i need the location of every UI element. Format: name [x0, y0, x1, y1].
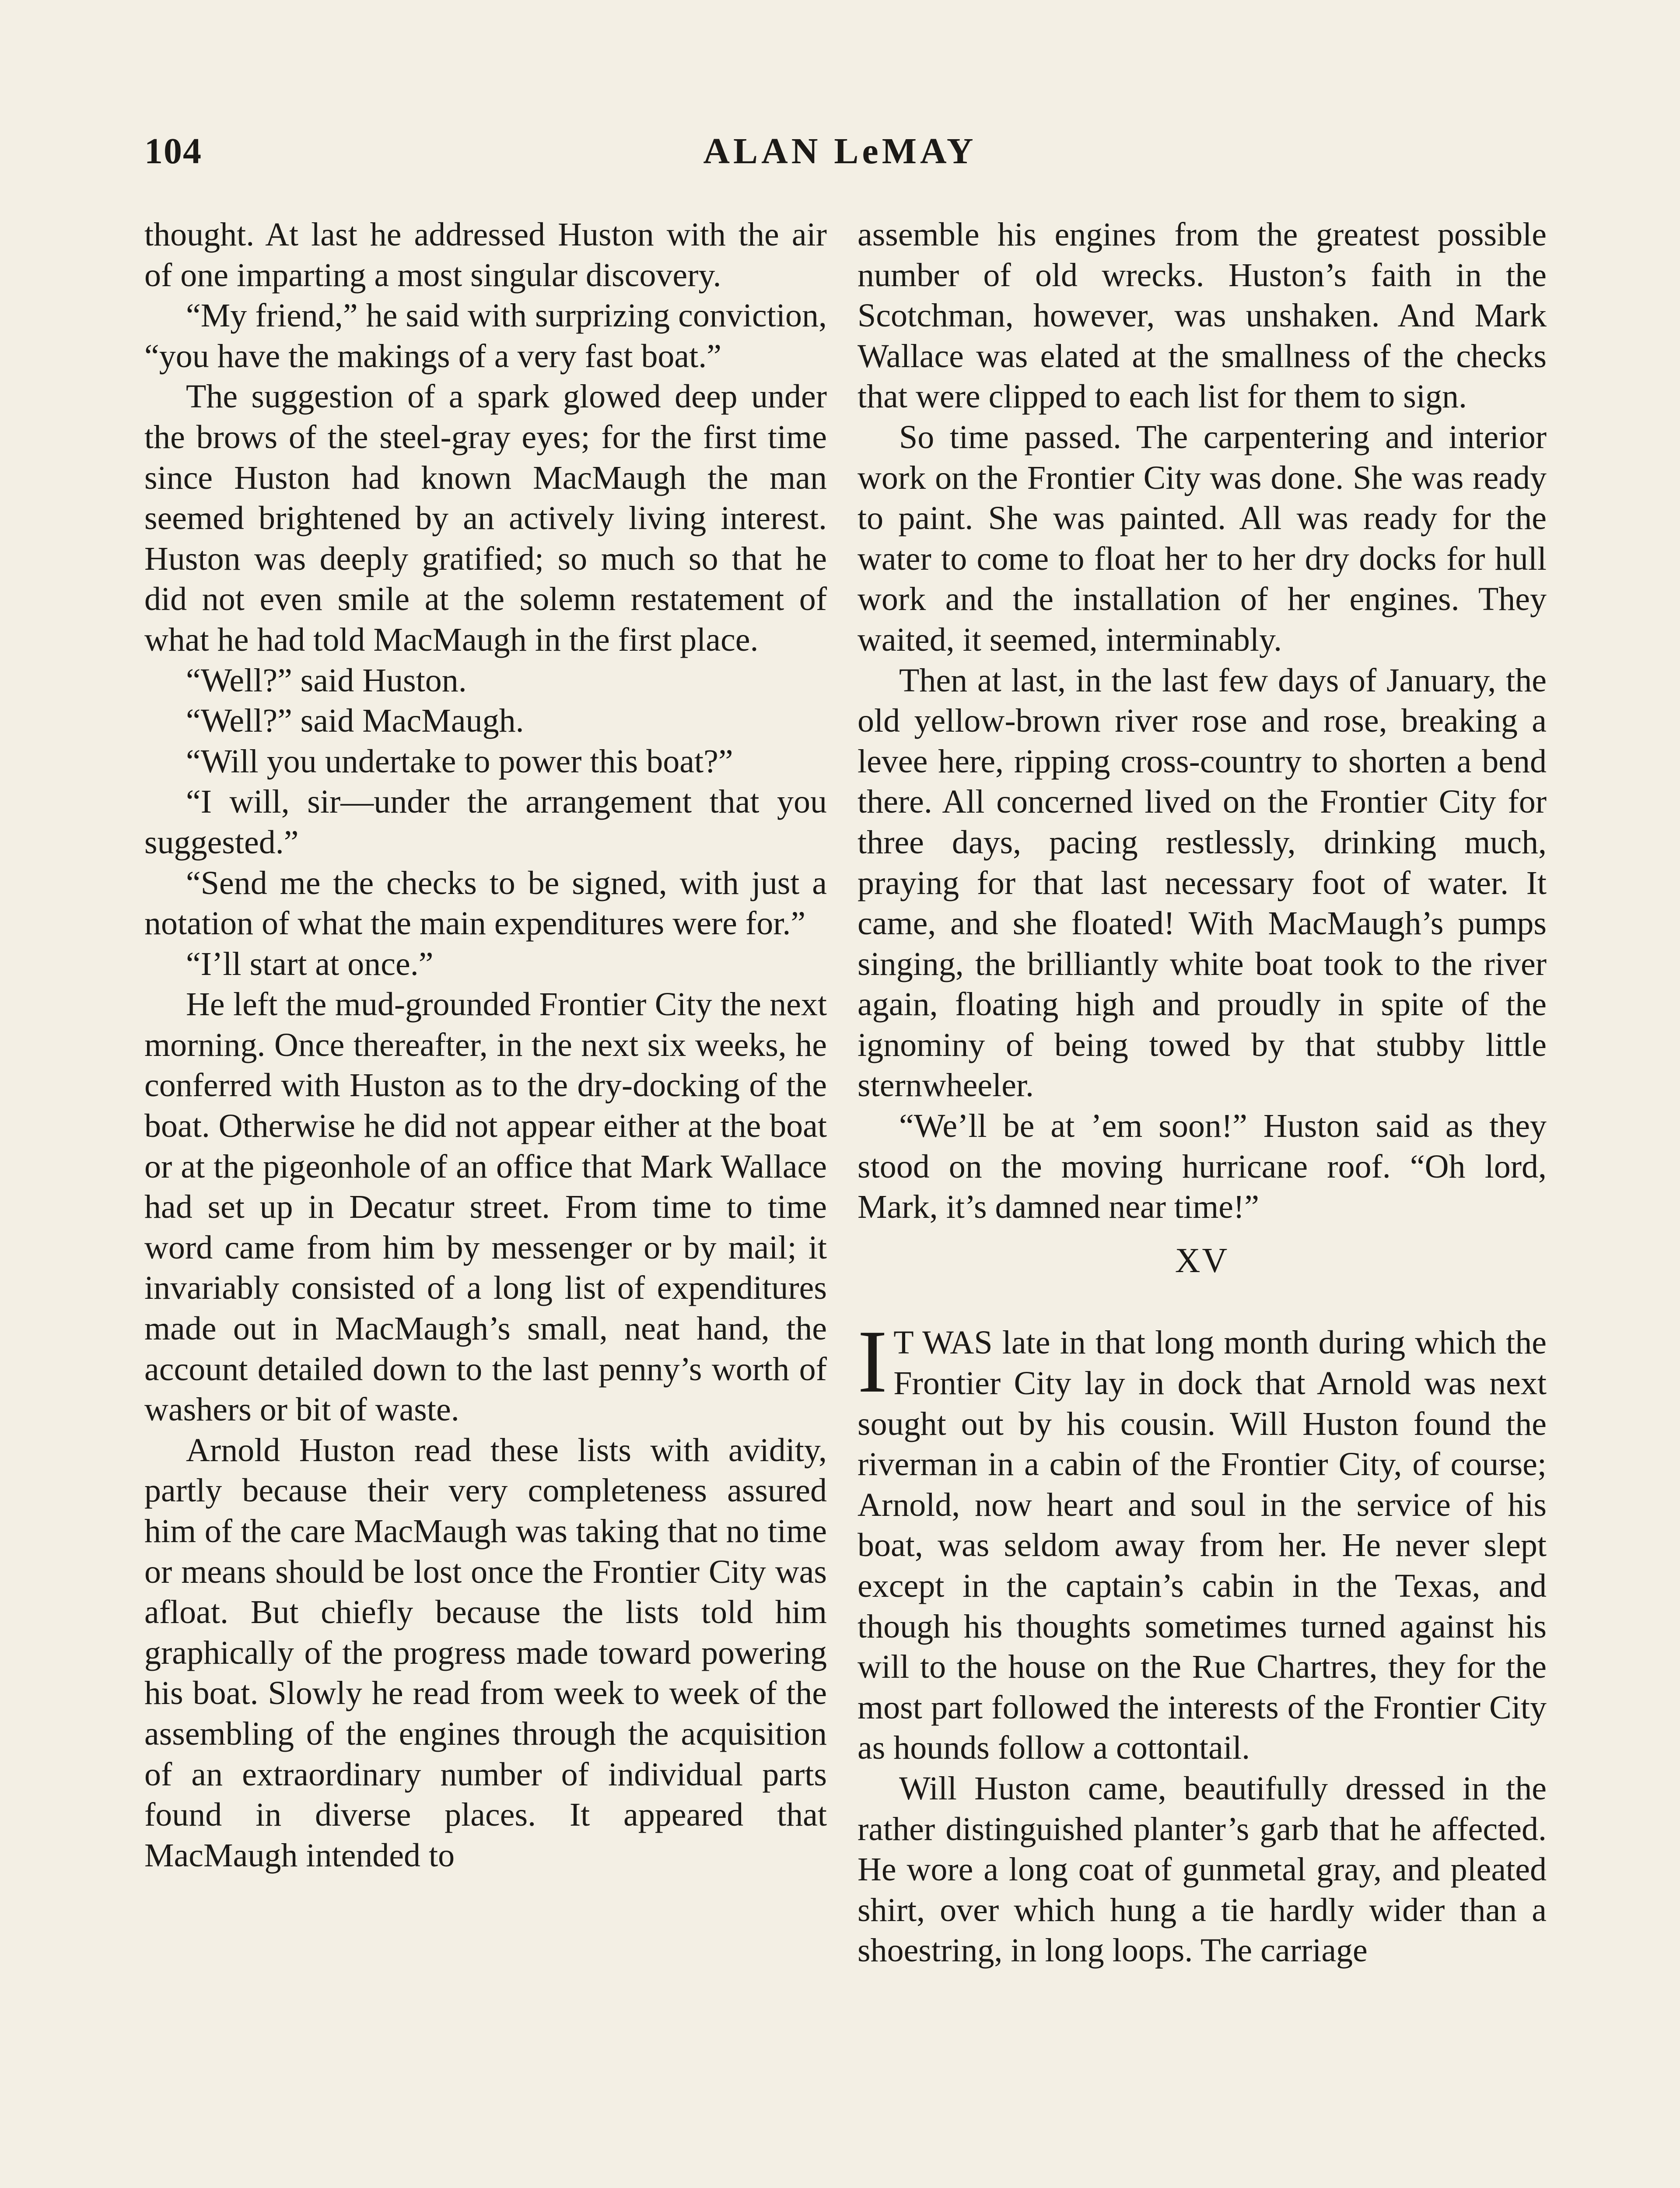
paragraph: Will Huston came, beautifully dressed in the rather distinguished planter’s garb that he affected. He wore a long coat of gunmetal gray, and pleated shirt, over which hung a tie hardly wider than a shoestring, in long loops. The carriage [858, 1770, 1547, 1969]
right-column [858, 214, 1547, 1971]
chapter-opening-paragraph [858, 1312, 1547, 1768]
chapter-opening-text: T WAS late in that long month during which the Frontier City lay in dock that Arnold was next sought out by his cousin. Will Huston found the riverman in a cabin of the Frontier City, of course; Arnold, now heart and soul in the service of his boat, was seldom away from her. He never slept except in the captain’s cabin in the Texas, and though his thoughts sometimes turned against his will to the house on the Rue Chartres, they for the most part followed the interests of the Frontier City as hounds follow a cottontail. [858, 1324, 1547, 1767]
paragraph: So time passed. The carpentering and interior work on the Frontier City was done. She was ready to paint. She was painted. All was ready for the water to come to float her to her dry docks for hull work and the installation of her engines. They waited, it seemed, interminably. [858, 418, 1547, 658]
paragraph: “Send me the checks to be signed, with just a notation of what the main expenditures were for.” [144, 864, 827, 942]
paragraph: “My friend,” he said with surprizing conviction, “you have the makings of a very fast boat.” [144, 297, 827, 375]
paragraph: “Will you undertake to power this boat?” [186, 743, 733, 780]
paragraph: thought. At last he addressed Huston with the air of one imparting a most singular discovery. [144, 216, 827, 294]
paragraph: Then at last, in the last few days of January, the old yellow-brown river rose and rose, breaking a levee here, ripping cross-country to shorten a bend there. All concerned lived on the Frontier City for three days, pacing restlessly, drinking much, praying for that last necessary foot of water. It came, and she floated! With MacMaugh’s pumps singing, the brilliantly white boat took to the river again, floating high and proudly in spite of the ignominy of being towed by that stubby little sternwheeler. [858, 662, 1547, 1104]
paragraph: “I will, sir—under the arrangement that you suggested.” [144, 783, 827, 861]
paragraph: The suggestion of a spark glowed deep under the brows of the steel-gray eyes; for the first time since Huston had known MacMaugh the man seemed brightened by an actively living interest. Huston was deeply gratified; so much so that he did not even smile at the solemn restatement of what he had told MacMaugh in the first place. [144, 378, 827, 658]
page-number: 104 [144, 130, 202, 172]
running-head: ALAN LeMAY [703, 130, 977, 172]
chapter-heading: XV [1175, 1241, 1229, 1280]
paragraph: He left the mud-grounded Frontier City the next morning. Once thereafter, in the next six weeks, he conferred with Huston as to the dry-docking of the boat. Otherwise he did not appear either at the boat or at the pigeonhole of an office that Mark Wallace had set up in Decatur street. From time to time word came from him by messenger or by mail; it invariably consisted of a long list of expenditures made out in MacMaugh’s small, neat hand, the account detailed down to the last penny’s worth of washers or bit of waste. [144, 986, 827, 1428]
paragraph: Arnold Huston read these lists with avidity, partly because their very completeness assured him of the care MacMaugh was taking that no time or means should be lost once the Frontier City was afloat. But chiefly because the lists told him graphically of the progress made toward powering his boat. Slowly he read from week to week of the assembling of the engines through the acquisition of an extraordinary number of individual parts found in diverse places. It appeared that MacMaugh intended to [144, 1431, 827, 1874]
paragraph: “We’ll be at ’em soon!” Huston said as they stood on the moving hurricane roof. “Oh lord, Mark, it’s damned near time!” [858, 1108, 1547, 1226]
paragraph: assemble his engines from the greatest possible number of old wrecks. Huston’s faith in the Scotchman, however, was unshaken. And Mark Wallace was elated at the smallness of the checks that were clipped to each list for them to sign. [858, 216, 1547, 415]
paragraph: “Well?” said Huston. [186, 662, 467, 699]
drop-cap: I [858, 1312, 888, 1412]
paragraph: “I’ll start at once.” [186, 945, 434, 982]
left-column [144, 214, 827, 1876]
page-header [144, 127, 1536, 175]
paragraph: “Well?” said MacMaugh. [186, 702, 524, 740]
